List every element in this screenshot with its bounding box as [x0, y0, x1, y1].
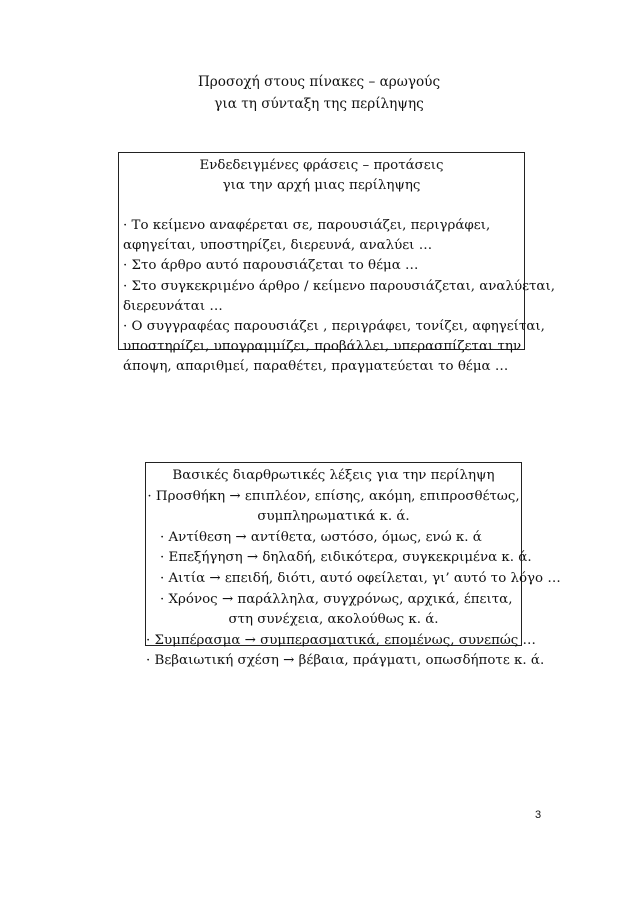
connector-line: συμπληρωματικά κ. ά.: [257, 509, 410, 525]
page-title-line-1: Προσοχή στους πίνακες – αρωγούς: [197, 74, 441, 90]
phrases-box-heading-line-2: για την αρχή μιας περίληψης: [222, 178, 421, 193]
phrase-line: διερευνάται …: [123, 298, 223, 314]
phrases-box-heading: [123, 156, 524, 196]
phrase-line: υποστηρίζει, υπογραμμίζει, προβάλλει, υπερασπίζεται την: [123, 339, 522, 355]
connector-line: στη συνέχεια, ακολούθως κ. ά.: [228, 612, 439, 628]
connector-line: · Χρόνος → παράλληλα, συγχρόνως, αρχικά, έπειτα,: [160, 591, 513, 607]
page-title: [0, 71, 638, 115]
page-number: 3: [534, 809, 542, 821]
connector-line: · Συμπέρασμα → συμπερασματικά, επομένως, συνεπώς …: [146, 632, 536, 648]
connector-words-box: [145, 462, 561, 669]
connector-line: · Αιτία → επειδή, διότι, αυτό οφείλεται, γι’ αυτό το λόγο …: [160, 570, 561, 586]
phrase-line: άποψη, απαριθμεί, παραθέτει, πραγματεύεται το θέμα …: [123, 359, 509, 375]
connector-line: · Προσθήκη → επιπλέον, επίσης, ακόμη, επιπροσθέτως,: [147, 488, 520, 504]
phrase-line: · Το κείμενο αναφέρεται σε, παρουσιάζει, περιγράφει,: [123, 218, 491, 233]
phrases-box-heading-line-1: Ενδεδειγμένες φράσεις – προτάσεις: [199, 158, 444, 173]
summary-opening-phrases-box: [118, 152, 555, 375]
phrase-line: · Στο συγκεκριμένο άρθρο / κείμενο παρουσιάζεται, αναλύεται,: [123, 278, 555, 294]
phrase-line: · Στο άρθρο αυτό παρουσιάζεται το θέμα …: [123, 258, 419, 274]
phrase-line: · Ο συγγραφέας παρουσιάζει , περιγράφει, τονίζει, αφηγείται,: [123, 319, 545, 335]
connector-line: · Βεβαιωτική σχέση → βέβαια, πράγματι, οπωσδήποτε κ. ά.: [146, 653, 545, 669]
connector-line: · Επεξήγηση → δηλαδή, ειδικότερα, συγκεκριμένα κ. ά.: [160, 550, 532, 566]
phrase-line: αφηγείται, υποστηρίζει, διερευνά, αναλύει …: [123, 238, 433, 254]
page-title-line-2: για τη σύνταξη της περίληψης: [214, 96, 424, 112]
connectors-box-heading: Βασικές διαρθρωτικές λέξεις για την περίληψη: [172, 468, 495, 483]
connector-line: · Αντίθεση → αντίθετα, ωστόσο, όμως, ενώ κ. ά: [160, 529, 482, 545]
